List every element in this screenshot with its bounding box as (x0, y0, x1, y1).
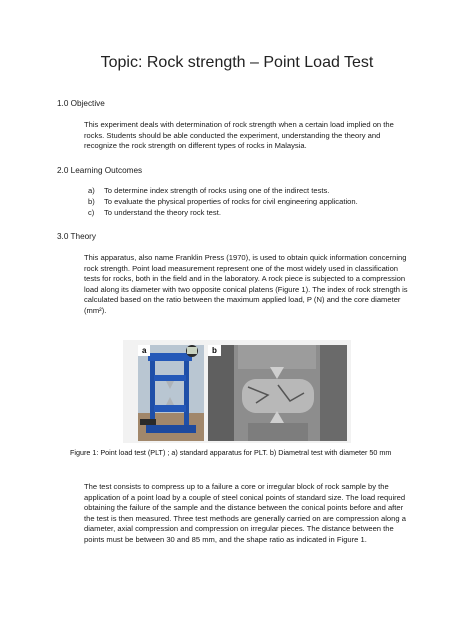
section-heading-theory: 3.0 Theory (57, 232, 96, 241)
list-item (88, 208, 418, 219)
section-heading-objective: 1.0 Objective (57, 99, 105, 108)
text-line: points must be between 30 and 85 mm, and the shape ratio as indicated in Figure 1. (84, 534, 367, 544)
point-load-apparatus-illustration (138, 345, 204, 441)
page-title: Topic: Rock strength – Point Load Test (100, 54, 374, 71)
text-line: The test consists to compress up to a failure a core or irregular block of rock sample by the (84, 482, 389, 491)
text-line: diameter, axial compression and compression on irregular pieces. The distance between the (84, 524, 394, 534)
panel-label-b: b (208, 345, 221, 356)
text-line: rocks. Students should be able conducted the experiment, understanding the theory and (84, 130, 381, 140)
list-text: To determine index strength of rocks using one of the indirect tests. (104, 186, 330, 195)
text-line: recognize the rock strength on different types of rocks in Malaysia. (84, 141, 307, 151)
text-line: rock strength. Point load measurement represent one of the most widely used in classification (84, 263, 399, 273)
objective-paragraph (84, 120, 416, 152)
list-item (88, 186, 418, 197)
panel-label-a: a (138, 345, 150, 356)
test-description-paragraph (84, 482, 416, 546)
list-item (88, 197, 418, 208)
figure-caption: Figure 1: Point load test (PLT) ; a) standard apparatus for PLT. b) Diametral test with diameter 50 mm (70, 448, 392, 457)
text-line: This experiment deals with determination of rock strength when a certain load implied on the (84, 120, 394, 129)
text-line: the test is then measured. Three test methods are generally carried on are compression along a (84, 513, 406, 523)
list-marker: b) (88, 197, 95, 206)
section-heading-learning-outcomes: 2.0 Learning Outcomes (57, 166, 143, 175)
text-line: This apparatus, also name Franklin Press (1970), is used to obtain quick information concerning (84, 253, 407, 262)
list-text: To evaluate the physical properties of rocks for civil engineering application. (104, 197, 358, 206)
text-line: obtaining the failure of the sample and the distance between the conical points before and after (84, 503, 404, 513)
text-line: tests for rocks, both in the field and in the laboratory. A rock piece is subjected to a compression (84, 274, 406, 284)
text-line: (mm²). (84, 305, 107, 315)
diametral-test-illustration (208, 345, 347, 441)
figure-photo-diametral-test (208, 345, 347, 441)
list-text: To understand the theory rock test. (104, 208, 221, 217)
text-line: calculated based on the ratio between the maximum applied load, P (N) and the core diameter (84, 295, 401, 305)
text-line: application of a point load by a couple of steel conical points of standard size. The load required (84, 492, 406, 502)
list-marker: c) (88, 208, 95, 217)
text-line: load along its diameter with two opposite conical platens (Figure 1). The index of rock strength is (84, 284, 408, 294)
list-marker: a) (88, 186, 95, 195)
figure-photo-apparatus (138, 345, 204, 441)
theory-paragraph (84, 253, 416, 317)
